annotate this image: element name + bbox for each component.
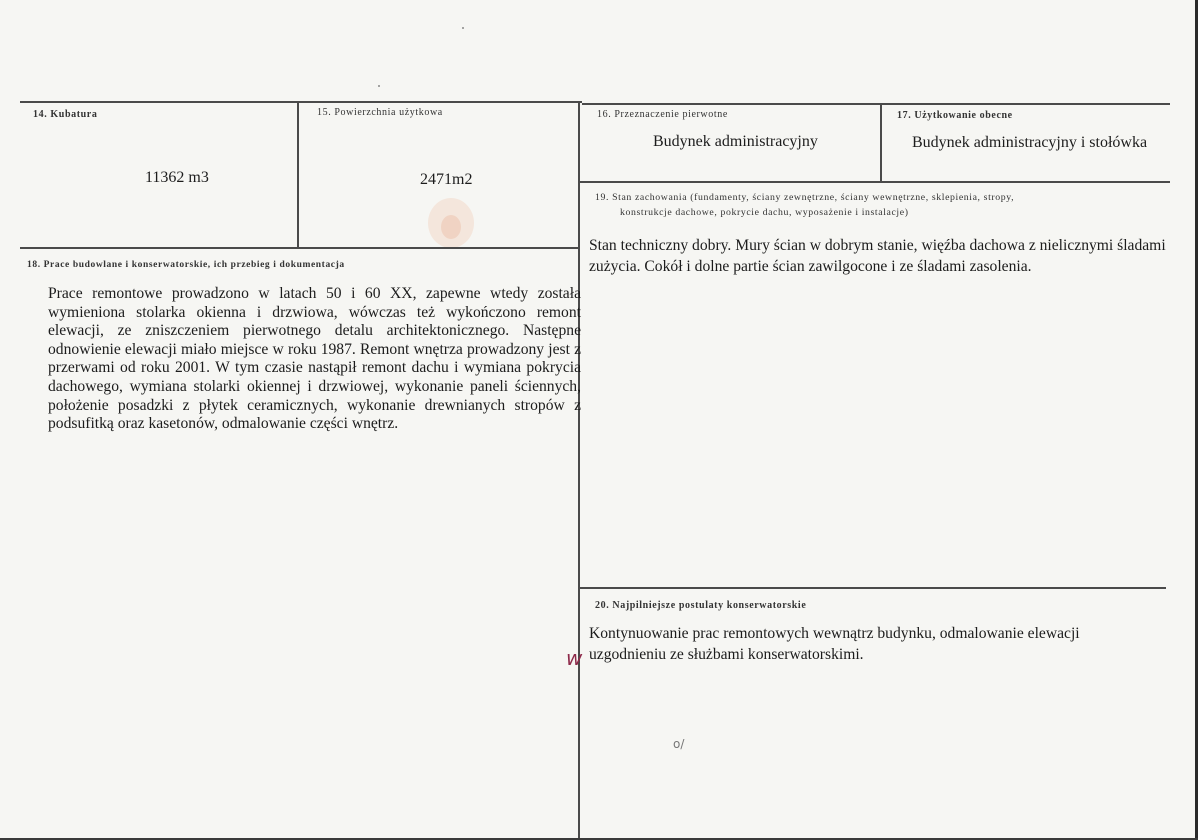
field-17-label: 17. Użytkowanie obecne <box>897 110 1013 121</box>
field-14-value: 11362 m3 <box>145 169 209 186</box>
field-15-value: 2471m2 <box>420 171 473 188</box>
field-20-label: 20. Najpilniejsze postulaty konserwatorskie <box>595 600 807 611</box>
stray-mark: o/ <box>673 737 685 751</box>
field-19-text: Stan techniczny dobry. Mury ścian w dobrym stanie, więźba dachowa z nielicznymi śladami zużycia. Cokół i dolne partie ścian zawilgocone i ze śladami zasolenia. <box>589 237 1166 275</box>
rule-center <box>578 101 580 840</box>
speck <box>378 85 380 87</box>
field-18-label: 18. Prace budowlane i konserwatorskie, ich przebieg i dokumentacja <box>27 260 345 270</box>
field-15-label: 15. Powierzchnia użytkowa <box>317 107 443 118</box>
rule-16-17 <box>880 103 882 181</box>
speck <box>462 27 464 29</box>
field-16-value: Budynek administracyjny <box>653 133 818 150</box>
rule-19-20 <box>580 587 1166 589</box>
field-14-label: 14. Kubatura <box>33 109 98 120</box>
rule-14-18 <box>20 247 580 249</box>
field-20-line2: uzgodnieniu ze służbami konserwatorskimi. <box>589 646 864 663</box>
rule-top-right <box>582 103 1170 105</box>
rule-top-left <box>20 101 582 103</box>
paper-stain <box>441 215 461 239</box>
rule-16-19 <box>580 181 1170 183</box>
field-16-label: 16. Przeznaczenie pierwotne <box>597 109 728 120</box>
handwritten-mark: w <box>566 646 583 670</box>
rule-14-15 <box>297 101 299 247</box>
field-19-label-line2: konstrukcje dachowe, pokrycie dachu, wyposażenie i instalacje) <box>620 207 909 218</box>
field-17-value: Budynek administracyjny i stołówka <box>912 134 1148 151</box>
field-19-label-line1: 19. Stan zachowania (fundamenty, ściany zewnętrzne, ściany wewnętrzne, sklepienia, stropy, <box>595 192 1015 203</box>
field-18-text: Prace remontowe prowadzono w latach 50 i 60 XX, zapewne wtedy została wymieniona stolarka okienna i drzwiowa, wówczas też wykończono remont elewacji, ze zniszczeniem pierwotnego detalu architektonicznego. Następne odnowienie elewacji miało miejsce w roku 1987. Remont wnętrza prowadzony jest z przerwami od roku 2001. W tym czasie nastąpił remont dachu i wymiana pokrycia dachowego, wymiana stolarki okiennej i drzwiowej, wykonanie paneli ściennych, położenie posadzki z płytek ceramicznych, wykonanie drewnianych stropów z podsufitką oraz kasetonów, odmalowanie części wnętrz. <box>48 285 581 433</box>
field-20-line1: Kontynuowanie prac remontowych wewnątrz budynku, odmalowanie elewacji <box>589 625 1080 642</box>
